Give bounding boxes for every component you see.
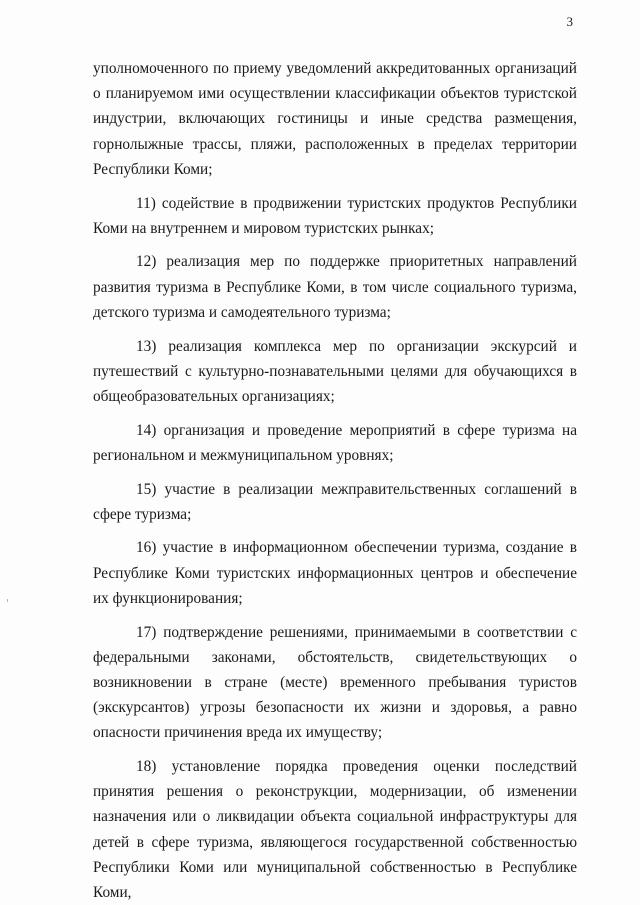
scan-margin-mark [7, 599, 8, 602]
paragraph-item-13: 13) реализация комплекса мер по организации экскурсий и путешествий с культурно-познавательными целями для обучающихся в общеобразовательных организациях; [93, 337, 577, 405]
paragraph-item-14: 14) организация и проведение мероприятий в сфере туризма на региональном и межмуниципальном уровнях; [93, 421, 577, 464]
paragraph-item-12: 12) реализация мер по поддержке приоритетных направлений развития туризма в Республике Коми, в том числе социального туризма, детского туризма и самодеятельного туризма; [93, 253, 577, 321]
document-body [93, 56, 577, 905]
paragraph-continuation: уполномоченного по приему уведомлений аккредитованных организаций о планируемом ими осуществлении классификации объектов туристской индустрии, включающих гостиницы и иные средства размещения, горнолыжные трассы, пляжи, расположенных в пределах территории Республики Коми; [93, 60, 577, 178]
paragraph-item-11: 11) содействие в продвижении туристских продуктов Республики Коми на внутреннем и мировом туристских рынках; [93, 194, 577, 237]
paragraph-item-15: 15) участие в реализации межправительственных соглашений в сфере туризма; [93, 480, 577, 523]
paragraph-item-17: 17) подтверждение решениями, принимаемыми в соответствии с федеральными законами, обстоятельств, свидетельствующих о возникновении в стране (месте) временного пребывания туристов (экскурсантов) угрозы безопасности их жизни и здоровья, а равно опасности причинения вреда их имуществу; [93, 623, 577, 742]
page-number: 3 [566, 14, 573, 29]
paragraph-item-16: 16) участие в информационном обеспечении туризма, создание в Республике Коми туристских информационных центров и обеспечение их функционирования; [93, 539, 577, 607]
paragraph-item-18: 18) установление порядка проведения оценки последствий принятия решения о реконструкции, модернизации, об изменении назначения или о ликвидации объекта социальной инфраструктуры для детей в сфере туризма, являющегося государственной собственностью Республики Коми или муниципальной собственностью в Республике Коми, [93, 758, 577, 902]
